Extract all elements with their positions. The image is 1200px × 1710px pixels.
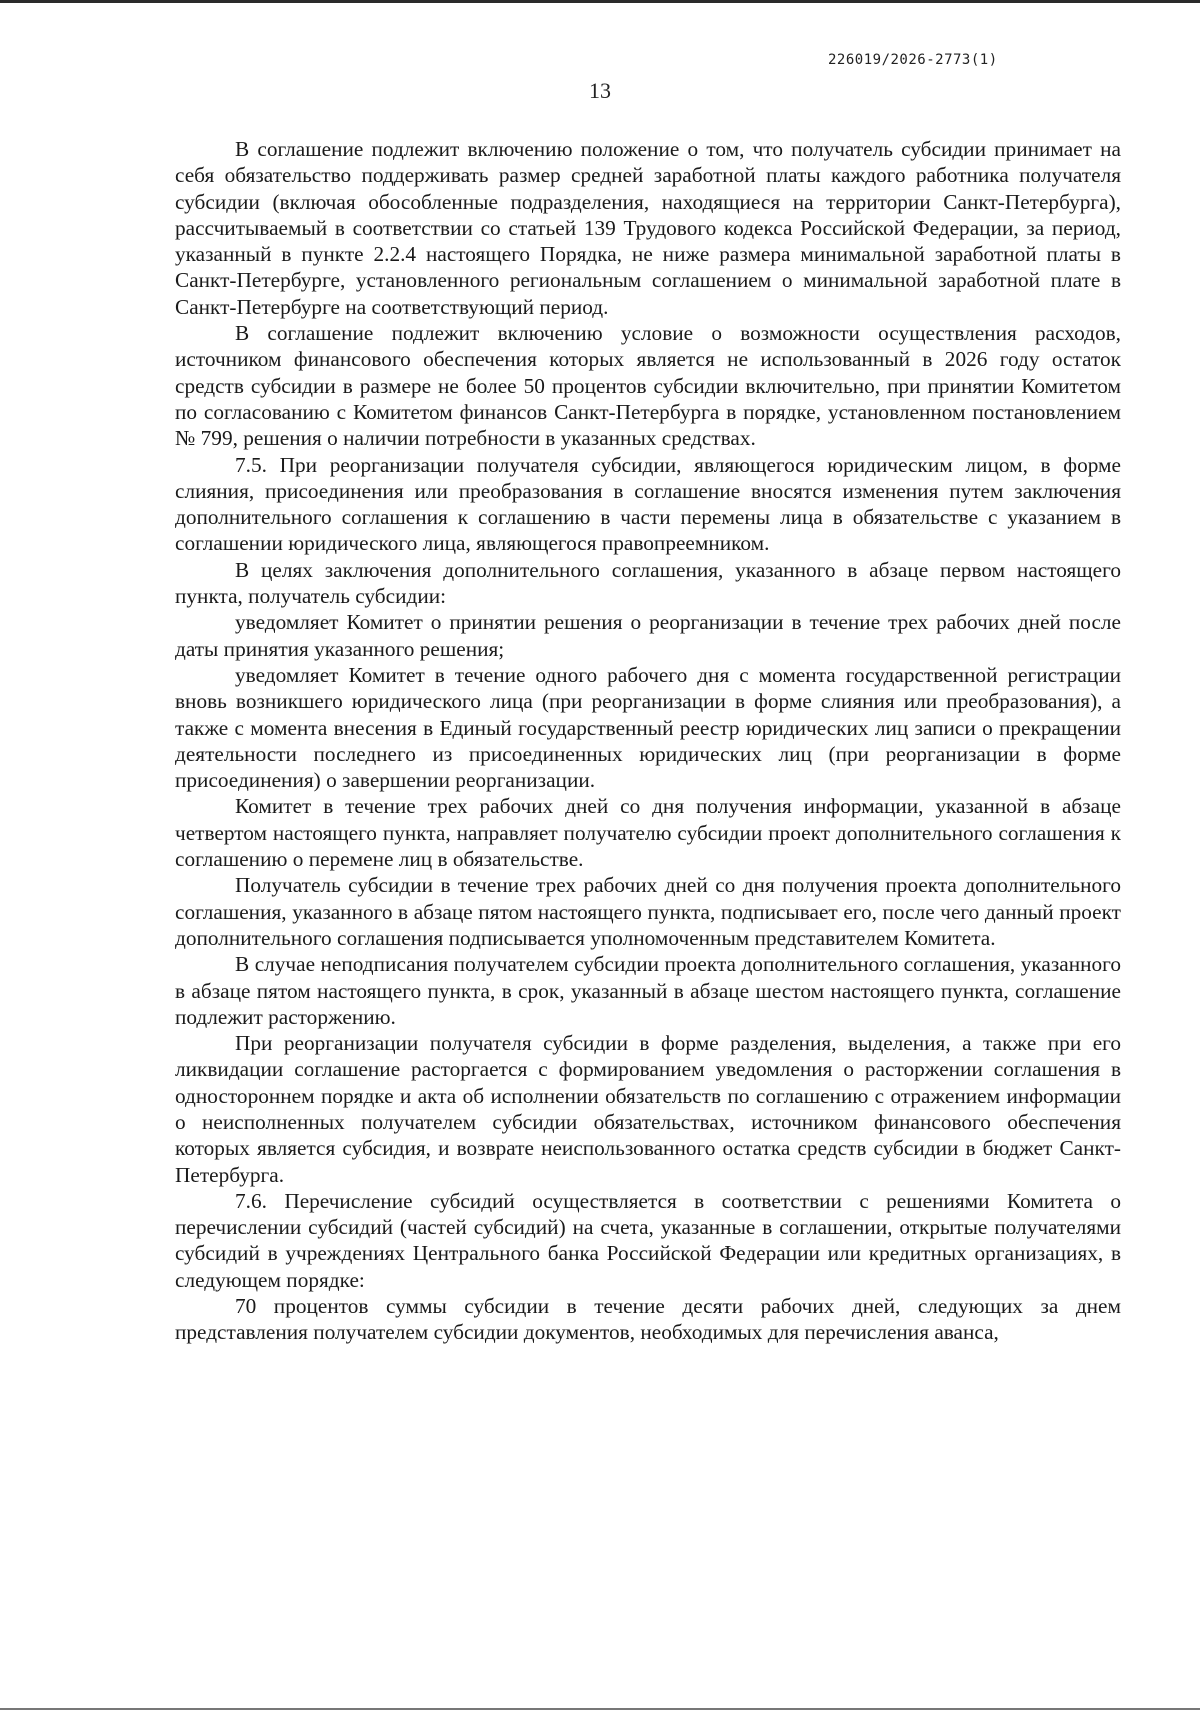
scan-top-edge [0, 0, 1200, 3]
paragraph: В случае неподписания получателем субсидии проекта дополнительного соглашения, указанного в абзаце пятом настоящего пункта, в срок, указанный в абзаце шестом настоящего пункта, соглашение подлежит расторжению. [175, 952, 1121, 1029]
paragraph: Комитет в течение трех рабочих дней со дня получения информации, указанной в абзаце четвертом настоящего пункта, направляет получателю субсидии проект дополнительного соглашения к соглашению о перемене лиц в обязательстве. [175, 794, 1121, 872]
document-number: 226019/2026-2773(1) [828, 52, 998, 68]
paragraph: 7.5. При реорганизации получателя субсидии, являющегося юридическим лицом, в форме слияния, присоединения или преобразования в соглашение вносятся изменения путем заключения дополнительного соглашения к соглашению в части перемены лица в обязательстве с указанием в соглашении юридического лица, являющегося правопреемником. [175, 452, 1121, 556]
paragraph: Получатель субсидии в течение трех рабочих дней со дня получения проекта дополнительного соглашения, указанного в абзаце пятом настоящего пункта, подписывает его, после чего данный проект дополнительного соглашения подписывается уполномоченным представителем Комитета. [175, 873, 1121, 950]
paragraph: уведомляет Комитет о принятии решения о реорганизации в течение трех рабочих дней после даты принятия указанного решения; [175, 610, 1121, 661]
paragraph: В соглашение подлежит включению положение о том, что получатель субсидии принимает на себя обязательство поддерживать размер средней заработной платы каждого работника получателя субсидии (включая обособленные подразделения, находящиеся на территории Санкт-Петербурга), рассчитываемый в соответствии со статьей 139 Трудового кодекса Российской Федерации, за период, указанный в пункте 2.2.4 настоящего Порядка, не ниже размера минимальной заработной платы в Санкт-Петербурге, установленного региональным соглашением о минимальной заработной плате в Санкт-Петербурге на соответствующий период. [175, 137, 1121, 319]
page-number: 13 [589, 78, 611, 103]
document-body [175, 136, 1121, 1346]
paragraph: При реорганизации получателя субсидии в форме разделения, выделения, а также при его ликвидации соглашение расторгается с формированием уведомления о расторжении соглашения в одностороннем порядке и акта об исполнении обязательств по соглашению с отражением информации о неисполненных получателем субсидии обязательствах, источником финансового обеспечения которых является субсидия, и возврате неиспользованного остатка средств субсидии в бюджет Санкт-Петербурга. [175, 1031, 1121, 1187]
paragraph: уведомляет Комитет в течение одного рабочего дня с момента государственной регистрации вновь возникшего юридического лица (при реорганизации в форме слияния или преобразования), а также с момента внесения в Единый государственный реестр юридических лиц записи о прекращении деятельности последнего из присоединенных юридических лиц (при реорганизации в форме присоединения) о завершении реорганизации. [175, 662, 1121, 793]
paragraph: 70 процентов суммы субсидии в течение десяти рабочих дней, следующих за днем представления получателем субсидии документов, необходимых для перечисления аванса, [175, 1294, 1121, 1345]
paragraph: 7.6. Перечисление субсидий осуществляется в соответствии с решениями Комитета о перечислении субсидий (частей субсидий) на счета, указанные в соглашении, открытые получателями субсидий в учреждениях Центрального банка Российской Федерации или кредитных организациях, в следующем порядке: [175, 1188, 1121, 1292]
paragraph: В целях заключения дополнительного соглашения, указанного в абзаце первом настоящего пункта, получатель субсидии: [175, 557, 1121, 609]
paragraph: В соглашение подлежит включению условие о возможности осуществления расходов, источником финансового обеспечения которых является не использованный в 2026 году остаток средств субсидии в размере не более 50 процентов субсидии включительно, при принятии Комитетом по согласованию с Комитетом финансов Санкт-Петербурга в порядке, установленном постановлением № 799, решения о наличии потребности в указанных средствах. [175, 321, 1121, 451]
